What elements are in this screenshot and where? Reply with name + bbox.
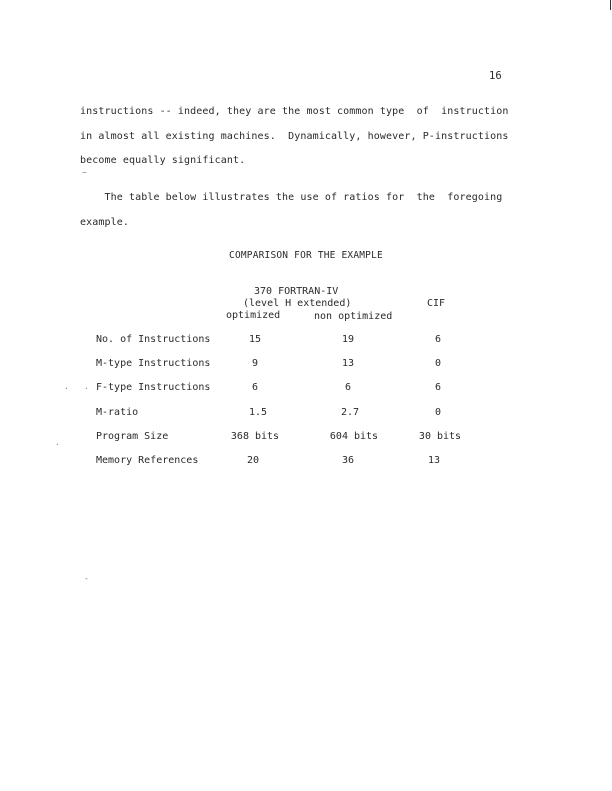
cell-optimized: 6 [251,382,259,393]
cell-non-optimized: 13 [341,358,355,369]
column-header-cif: CIF [427,298,446,309]
page-number: 16 [489,70,502,82]
row-label: M-ratio [96,407,139,418]
row-label: Memory References [96,455,199,466]
paragraph-line: example. [80,217,129,228]
cell-cif: 0 [434,407,442,418]
table-title: COMPARISON FOR THE EXAMPLE [229,250,383,261]
cell-optimized: 20 [246,455,260,466]
group-header: 370 FORTRAN-IV [254,286,339,297]
cell-optimized: 9 [251,358,259,369]
paragraph-line: in almost all existing machines. Dynamically, however, P-instructions [80,131,509,142]
row-label: Program Size [96,431,169,442]
cell-cif: 6 [434,334,442,345]
scan-speck: - [84,574,89,583]
cell-cif: 0 [434,358,442,369]
cell-non-optimized: 604 bits [329,431,379,442]
cell-non-optimized: 6 [344,382,352,393]
row-label: No. of Instructions [96,334,211,345]
scan-speck: · [55,440,60,449]
cell-non-optimized: 19 [341,334,355,345]
scan-speck: · [84,384,89,393]
cell-non-optimized: 36 [341,455,355,466]
paragraph-line: The table below illustrates the use of ratios for the foregoing [80,192,503,203]
row-label: F-type Instructions [96,382,211,393]
group-header-subtitle: (level H extended) [243,298,352,309]
scan-speck: · [64,384,69,393]
cell-optimized: 368 bits [230,431,280,442]
cell-cif: 13 [427,455,441,466]
scan-speck: ~ [82,168,87,177]
cell-optimized: 1.5 [248,407,268,418]
page-edge-mark [610,0,611,10]
paragraph-line: instructions -- indeed, they are the most common type of instruction [80,106,509,117]
column-header-optimized: optimized [226,310,281,321]
paragraph-line: become equally significant. [80,155,246,166]
cell-cif: 6 [434,382,442,393]
cell-non-optimized: 2.7 [340,407,360,418]
cell-optimized: 15 [248,334,262,345]
column-header-non-optimized: non optimized [314,311,393,322]
row-label: M-type Instructions [96,358,211,369]
cell-cif: 30 bits [418,431,462,442]
